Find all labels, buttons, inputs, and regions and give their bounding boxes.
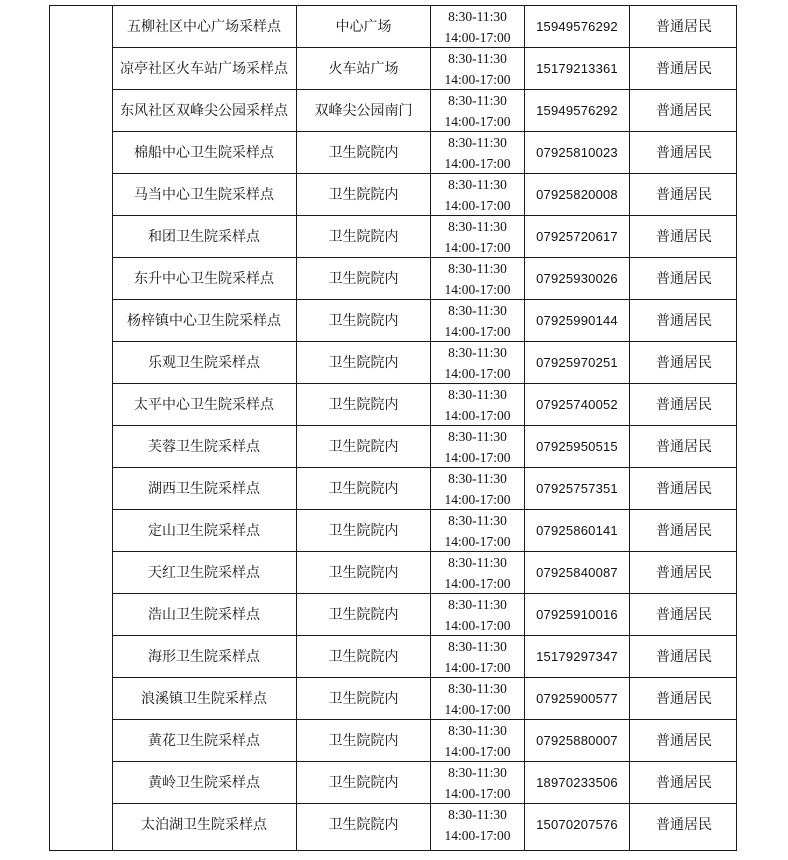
- site-location-cell: 卫生院院内: [328, 270, 399, 287]
- morning-hours: 8:30-11:30: [448, 806, 507, 822]
- morning-hours: 8:30-11:30: [448, 218, 507, 234]
- site-location-cell: 卫生院院内: [328, 396, 399, 413]
- morning-hours: 8:30-11:30: [448, 554, 507, 570]
- site-name-cell: 芙蓉卫生院采样点: [148, 438, 260, 455]
- contact-phone-cell: 07925740052: [536, 397, 618, 412]
- opening-hours-cell: [431, 468, 524, 509]
- table-row: [112, 6, 736, 48]
- site-name-cell: 棉船中心卫生院采样点: [134, 144, 274, 161]
- site-location-cell: 中心广场: [335, 18, 392, 35]
- site-name-cell: 海形卫生院采样点: [148, 648, 260, 665]
- target-group-cell: 普通居民: [656, 480, 712, 497]
- site-name-cell: 东风社区双峰尖公园采样点: [120, 102, 288, 119]
- afternoon-hours: 14:00-17:00: [444, 29, 511, 45]
- site-name-cell: 太平中心卫生院采样点: [134, 396, 274, 413]
- site-location-cell: 卫生院院内: [328, 648, 399, 665]
- morning-hours: 8:30-11:30: [448, 386, 507, 402]
- opening-hours-cell: [431, 678, 524, 719]
- contact-phone-cell: 15179297347: [536, 649, 618, 664]
- opening-hours-cell: [431, 426, 524, 467]
- table-row: [112, 342, 736, 384]
- afternoon-hours: 14:00-17:00: [444, 365, 511, 381]
- morning-hours: 8:30-11:30: [448, 8, 507, 24]
- target-group-cell: 普通居民: [656, 102, 712, 119]
- opening-hours-cell: [431, 300, 524, 341]
- opening-hours-cell: [431, 6, 524, 47]
- contact-phone-cell: 07925810023: [536, 145, 618, 160]
- table-row: [112, 300, 736, 342]
- opening-hours-cell: [431, 510, 524, 551]
- site-name-cell: 五柳社区中心广场采样点: [127, 18, 281, 35]
- afternoon-hours: 14:00-17:00: [444, 491, 511, 507]
- sampling-sites-table: [49, 5, 737, 851]
- site-location-cell: 卫生院院内: [328, 144, 399, 161]
- opening-hours-cell: [431, 594, 524, 635]
- target-group-cell: 普通居民: [656, 732, 712, 749]
- afternoon-hours: 14:00-17:00: [444, 617, 511, 633]
- afternoon-hours: 14:00-17:00: [444, 155, 511, 171]
- target-group-cell: 普通居民: [656, 522, 712, 539]
- table-row: [112, 426, 736, 468]
- opening-hours-cell: [431, 552, 524, 593]
- afternoon-hours: 14:00-17:00: [444, 323, 511, 339]
- site-location-cell: 卫生院院内: [328, 312, 399, 329]
- afternoon-hours: 14:00-17:00: [444, 827, 511, 843]
- contact-phone-cell: 07925950515: [536, 439, 618, 454]
- site-location-cell: 卫生院院内: [328, 690, 399, 707]
- opening-hours-cell: [431, 636, 524, 677]
- table-row: [112, 594, 736, 636]
- site-name-cell: 杨梓镇中心卫生院采样点: [127, 312, 281, 329]
- afternoon-hours: 14:00-17:00: [444, 71, 511, 87]
- table-row: [112, 258, 736, 300]
- afternoon-hours: 14:00-17:00: [444, 701, 511, 717]
- opening-hours-cell: [431, 804, 524, 845]
- afternoon-hours: 14:00-17:00: [444, 743, 511, 759]
- site-name-cell: 东升中心卫生院采样点: [134, 270, 274, 287]
- site-location-cell: 卫生院院内: [328, 816, 399, 833]
- afternoon-hours: 14:00-17:00: [444, 575, 511, 591]
- table-row: [112, 132, 736, 174]
- contact-phone-cell: 07925900577: [536, 691, 618, 706]
- contact-phone-cell: 07925720617: [536, 229, 618, 244]
- contact-phone-cell: 07925910016: [536, 607, 618, 622]
- morning-hours: 8:30-11:30: [448, 596, 507, 612]
- morning-hours: 8:30-11:30: [448, 176, 507, 192]
- site-name-cell: 乐观卫生院采样点: [148, 354, 260, 371]
- afternoon-hours: 14:00-17:00: [444, 197, 511, 213]
- opening-hours-cell: [431, 90, 524, 131]
- table-row: [112, 174, 736, 216]
- site-location-cell: 卫生院院内: [328, 228, 399, 245]
- table-row: [112, 678, 736, 720]
- morning-hours: 8:30-11:30: [448, 428, 507, 444]
- target-group-cell: 普通居民: [656, 648, 712, 665]
- site-name-cell: 黄花卫生院采样点: [148, 732, 260, 749]
- target-group-cell: 普通居民: [656, 312, 712, 329]
- target-group-cell: 普通居民: [656, 396, 712, 413]
- table-row: [112, 48, 736, 90]
- site-location-cell: 卫生院院内: [328, 438, 399, 455]
- site-name-cell: 天红卫生院采样点: [148, 564, 260, 581]
- target-group-cell: 普通居民: [656, 564, 712, 581]
- site-location-cell: 火车站广场: [328, 60, 399, 77]
- table-row: [112, 90, 736, 132]
- contact-phone-cell: 07925820008: [536, 187, 618, 202]
- morning-hours: 8:30-11:30: [448, 260, 507, 276]
- contact-phone-cell: 07925930026: [536, 271, 618, 286]
- contact-phone-cell: 07925757351: [536, 481, 618, 496]
- site-location-cell: 卫生院院内: [328, 354, 399, 371]
- site-name-cell: 凉亭社区火车站广场采样点: [120, 60, 288, 77]
- morning-hours: 8:30-11:30: [448, 680, 507, 696]
- afternoon-hours: 14:00-17:00: [444, 407, 511, 423]
- opening-hours-cell: [431, 48, 524, 89]
- morning-hours: 8:30-11:30: [448, 470, 507, 486]
- site-name-cell: 和团卫生院采样点: [148, 228, 260, 245]
- contact-phone-cell: 07925860141: [536, 523, 618, 538]
- target-group-cell: 普通居民: [656, 228, 712, 245]
- morning-hours: 8:30-11:30: [448, 512, 507, 528]
- site-location-cell: 卫生院院内: [328, 186, 399, 203]
- opening-hours-cell: [431, 342, 524, 383]
- afternoon-hours: 14:00-17:00: [444, 239, 511, 255]
- morning-hours: 8:30-11:30: [448, 344, 507, 360]
- afternoon-hours: 14:00-17:00: [444, 281, 511, 297]
- opening-hours-cell: [431, 174, 524, 215]
- site-location-cell: 卫生院院内: [328, 480, 399, 497]
- contact-phone-cell: 15949576292: [536, 19, 618, 34]
- opening-hours-cell: [431, 216, 524, 257]
- contact-phone-cell: 07925840087: [536, 565, 618, 580]
- site-location-cell: 卫生院院内: [328, 564, 399, 581]
- site-location-cell: 卫生院院内: [328, 606, 399, 623]
- site-name-cell: 马当中心卫生院采样点: [134, 186, 274, 203]
- site-location-cell: 卫生院院内: [328, 774, 399, 791]
- site-name-cell: 浩山卫生院采样点: [148, 606, 260, 623]
- site-name-cell: 黄岭卫生院采样点: [148, 774, 260, 791]
- table-row: [112, 720, 736, 762]
- contact-phone-cell: 07925990144: [536, 313, 618, 328]
- opening-hours-cell: [431, 384, 524, 425]
- target-group-cell: 普通居民: [656, 606, 712, 623]
- contact-phone-cell: 15949576292: [536, 103, 618, 118]
- target-group-cell: 普通居民: [656, 438, 712, 455]
- contact-phone-cell: 07925880007: [536, 733, 618, 748]
- morning-hours: 8:30-11:30: [448, 722, 507, 738]
- contact-phone-cell: 15070207576: [536, 817, 618, 832]
- target-group-cell: 普通居民: [656, 18, 712, 35]
- site-name-cell: 湖西卫生院采样点: [148, 480, 260, 497]
- site-location-cell: 卫生院院内: [328, 732, 399, 749]
- table-row: [112, 636, 736, 678]
- opening-hours-cell: [431, 720, 524, 761]
- opening-hours-cell: [431, 762, 524, 803]
- afternoon-hours: 14:00-17:00: [444, 785, 511, 801]
- table-row: [112, 804, 736, 846]
- morning-hours: 8:30-11:30: [448, 764, 507, 780]
- target-group-cell: 普通居民: [656, 816, 712, 833]
- table-row: [112, 468, 736, 510]
- target-group-cell: 普通居民: [656, 144, 712, 161]
- table-row: [112, 384, 736, 426]
- target-group-cell: 普通居民: [656, 186, 712, 203]
- contact-phone-cell: 07925970251: [536, 355, 618, 370]
- table-row: [112, 552, 736, 594]
- afternoon-hours: 14:00-17:00: [444, 113, 511, 129]
- site-name-cell: 太泊湖卫生院采样点: [141, 816, 267, 833]
- afternoon-hours: 14:00-17:00: [444, 533, 511, 549]
- contact-phone-cell: 15179213361: [536, 61, 618, 76]
- opening-hours-cell: [431, 132, 524, 173]
- target-group-cell: 普通居民: [656, 270, 712, 287]
- contact-phone-cell: 18970233506: [536, 775, 618, 790]
- morning-hours: 8:30-11:30: [448, 92, 507, 108]
- morning-hours: 8:30-11:30: [448, 50, 507, 66]
- table-row: [112, 510, 736, 552]
- target-group-cell: 普通居民: [656, 60, 712, 77]
- table-row: [112, 216, 736, 258]
- site-location-cell: 卫生院院内: [328, 522, 399, 539]
- target-group-cell: 普通居民: [656, 354, 712, 371]
- afternoon-hours: 14:00-17:00: [444, 449, 511, 465]
- table-row: [112, 762, 736, 804]
- morning-hours: 8:30-11:30: [448, 638, 507, 654]
- morning-hours: 8:30-11:30: [448, 302, 507, 318]
- target-group-cell: 普通居民: [656, 774, 712, 791]
- site-name-cell: 定山卫生院采样点: [148, 522, 260, 539]
- site-name-cell: 浪溪镇卫生院采样点: [141, 690, 267, 707]
- target-group-cell: 普通居民: [656, 690, 712, 707]
- afternoon-hours: 14:00-17:00: [444, 659, 511, 675]
- opening-hours-cell: [431, 258, 524, 299]
- site-location-cell: 双峰尖公园南门: [314, 102, 413, 119]
- morning-hours: 8:30-11:30: [448, 134, 507, 150]
